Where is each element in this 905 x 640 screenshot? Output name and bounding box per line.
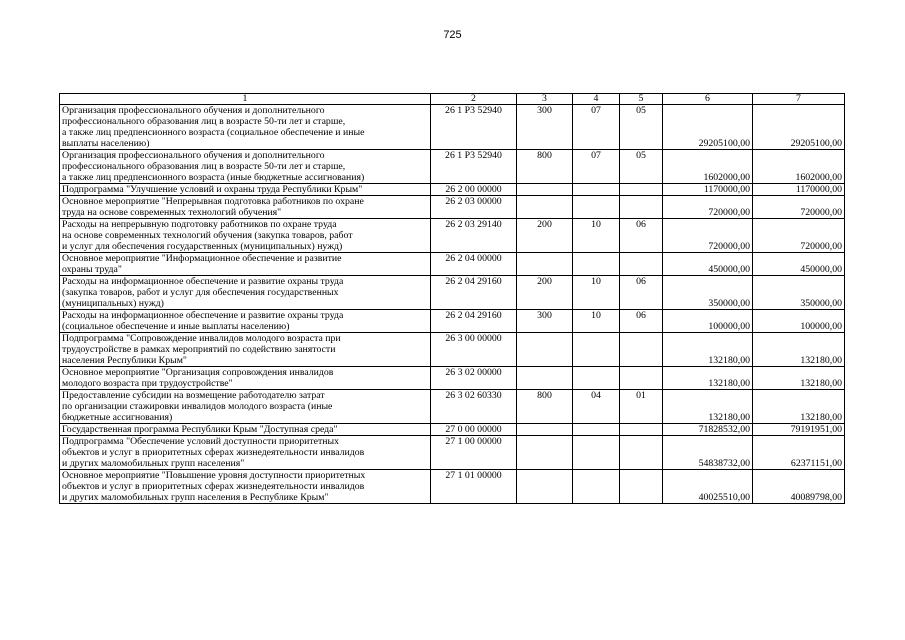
row-amount-year1: 450000,00 xyxy=(663,253,753,276)
row-target-code: 27 1 00 00000 xyxy=(431,436,517,470)
header-cell: 3 xyxy=(517,94,573,105)
header-cell: 7 xyxy=(753,94,845,105)
table-row xyxy=(60,276,845,310)
row-name: Расходы на информационное обеспечение и развитие охраны труда (социальное обеспечение и иные выплаты населению) xyxy=(60,310,431,333)
row-amount-year2: 132180,00 xyxy=(753,333,845,367)
row-amount-year1: 40025510,00 xyxy=(663,470,753,504)
row-expense-type: 200 xyxy=(517,219,573,253)
row-amount-year2: 1602000,00 xyxy=(753,150,845,184)
table-row xyxy=(60,310,845,333)
row-amount-year2: 40089798,00 xyxy=(753,470,845,504)
table-body xyxy=(60,94,845,504)
row-amount-year1: 29205100,00 xyxy=(663,105,753,150)
row-subsection: 05 xyxy=(620,150,663,184)
row-amount-year2: 1170000,00 xyxy=(753,184,845,196)
row-target-code: 26 2 03 29140 xyxy=(431,219,517,253)
row-expense-type xyxy=(517,333,573,367)
header-cell: 2 xyxy=(431,94,517,105)
row-amount-year1: 1602000,00 xyxy=(663,150,753,184)
row-name: Организация профессионального обучения и дополнительного профессионального образования лиц в возрасте 50-ти лет и старше, а также лиц предпенсионного возраста (иные бюджетные ассигнования) xyxy=(60,150,431,184)
row-amount-year2: 720000,00 xyxy=(753,219,845,253)
row-name: Подпрограмма "Улучшение условий и охраны труда Республики Крым" xyxy=(60,184,431,196)
row-amount-year1: 132180,00 xyxy=(663,367,753,390)
row-name: Государственная программа Республики Крым "Доступная среда" xyxy=(60,424,431,436)
row-section: 10 xyxy=(573,276,620,310)
row-amount-year1: 54838732,00 xyxy=(663,436,753,470)
row-subsection xyxy=(620,436,663,470)
row-subsection: 06 xyxy=(620,276,663,310)
table-row xyxy=(60,470,845,504)
header-cell: 1 xyxy=(60,94,431,105)
row-target-code: 26 2 04 00000 xyxy=(431,253,517,276)
table-row xyxy=(60,390,845,424)
row-subsection xyxy=(620,367,663,390)
row-amount-year1: 100000,00 xyxy=(663,310,753,333)
table-row xyxy=(60,150,845,184)
row-target-code: 26 3 02 60330 xyxy=(431,390,517,424)
row-target-code: 26 3 00 00000 xyxy=(431,333,517,367)
header-row xyxy=(60,94,845,105)
table-row xyxy=(60,184,845,196)
row-name: Организация профессионального обучения и дополнительного профессионального образования лиц в возрасте 50-ти лет и старше, а также лиц предпенсионного возраста (социальное обеспечение и иные выплаты населению) xyxy=(60,105,431,150)
table-row xyxy=(60,219,845,253)
row-amount-year1: 71828532,00 xyxy=(663,424,753,436)
row-section xyxy=(573,333,620,367)
row-target-code: 26 2 03 00000 xyxy=(431,196,517,219)
row-expense-type: 300 xyxy=(517,105,573,150)
row-target-code: 26 2 04 29160 xyxy=(431,310,517,333)
header-cell: 6 xyxy=(663,94,753,105)
row-section xyxy=(573,196,620,219)
row-target-code: 26 2 00 00000 xyxy=(431,184,517,196)
row-name: Расходы на непрерывную подготовку работников по охране труда на основе современных технологий обучения (закупка товаров, работ и услуг для обеспечения государственных (муниципальных) нужд) xyxy=(60,219,431,253)
row-section xyxy=(573,436,620,470)
row-subsection xyxy=(620,424,663,436)
header-cell: 5 xyxy=(620,94,663,105)
row-amount-year2: 79191951,00 xyxy=(753,424,845,436)
row-target-code: 27 0 00 00000 xyxy=(431,424,517,436)
row-name: Подпрограмма "Сопровождение инвалидов молодого возраста при трудоустройстве в рамках мероприятий по содействию занятости населения Республики Крым" xyxy=(60,333,431,367)
table-row xyxy=(60,424,845,436)
row-subsection: 01 xyxy=(620,390,663,424)
row-expense-type: 800 xyxy=(517,390,573,424)
table-row xyxy=(60,367,845,390)
row-subsection: 06 xyxy=(620,310,663,333)
row-amount-year1: 720000,00 xyxy=(663,219,753,253)
row-amount-year1: 720000,00 xyxy=(663,196,753,219)
row-amount-year2: 100000,00 xyxy=(753,310,845,333)
row-section xyxy=(573,367,620,390)
row-target-code: 26 2 04 29160 xyxy=(431,276,517,310)
row-amount-year2: 29205100,00 xyxy=(753,105,845,150)
table-row xyxy=(60,333,845,367)
row-expense-type xyxy=(517,253,573,276)
table-row xyxy=(60,253,845,276)
table-row xyxy=(60,105,845,150)
row-section: 10 xyxy=(573,310,620,333)
row-target-code: 26 1 P3 52940 xyxy=(431,150,517,184)
row-name: Основное мероприятие "Организация сопровождения инвалидов молодого возраста при трудоустройстве" xyxy=(60,367,431,390)
row-name: Подпрограмма "Обеспечение условий доступности приоритетных объектов и услуг в приоритетных сферах жизнедеятельности инвалидов и других маломобильных групп населения" xyxy=(60,436,431,470)
row-expense-type: 300 xyxy=(517,310,573,333)
row-amount-year2: 450000,00 xyxy=(753,253,845,276)
row-section xyxy=(573,184,620,196)
row-amount-year1: 132180,00 xyxy=(663,333,753,367)
row-amount-year2: 720000,00 xyxy=(753,196,845,219)
row-expense-type xyxy=(517,367,573,390)
budget-table xyxy=(59,93,845,504)
row-subsection xyxy=(620,196,663,219)
row-expense-type xyxy=(517,470,573,504)
row-subsection xyxy=(620,470,663,504)
row-subsection: 05 xyxy=(620,105,663,150)
row-expense-type: 800 xyxy=(517,150,573,184)
row-amount-year2: 62371151,00 xyxy=(753,436,845,470)
row-subsection xyxy=(620,253,663,276)
table-row xyxy=(60,196,845,219)
row-name: Предоставление субсидии на возмещение работодателю затрат по организации стажировки инвалидов молодого возраста (иные бюджетные ассигнования) xyxy=(60,390,431,424)
row-expense-type xyxy=(517,196,573,219)
row-expense-type xyxy=(517,184,573,196)
header-cell: 4 xyxy=(573,94,620,105)
row-target-code: 26 3 02 00000 xyxy=(431,367,517,390)
row-section: 10 xyxy=(573,219,620,253)
row-name: Основное мероприятие "Повышение уровня доступности приоритетных объектов и услуг в приоритетных сферах жизнедеятельности инвалидов и других маломобильных групп населения в Республике Крым" xyxy=(60,470,431,504)
row-section: 07 xyxy=(573,150,620,184)
row-amount-year2: 132180,00 xyxy=(753,390,845,424)
row-subsection xyxy=(620,184,663,196)
row-subsection xyxy=(620,333,663,367)
row-section xyxy=(573,424,620,436)
row-amount-year1: 132180,00 xyxy=(663,390,753,424)
row-section: 04 xyxy=(573,390,620,424)
row-name: Расходы на информационное обеспечение и развитие охраны труда (закупка товаров, работ и услуг для обеспечения государственных (муниципальных) нужд) xyxy=(60,276,431,310)
row-section: 07 xyxy=(573,105,620,150)
row-target-code: 26 1 P3 52940 xyxy=(431,105,517,150)
table-row xyxy=(60,436,845,470)
row-name: Основное мероприятие "Информационное обеспечение и развитие охраны труда" xyxy=(60,253,431,276)
row-amount-year1: 350000,00 xyxy=(663,276,753,310)
row-section xyxy=(573,470,620,504)
row-expense-type: 200 xyxy=(517,276,573,310)
row-expense-type xyxy=(517,436,573,470)
row-amount-year2: 350000,00 xyxy=(753,276,845,310)
row-section xyxy=(573,253,620,276)
row-subsection: 06 xyxy=(620,219,663,253)
row-amount-year1: 1170000,00 xyxy=(663,184,753,196)
row-amount-year2: 132180,00 xyxy=(753,367,845,390)
row-target-code: 27 1 01 00000 xyxy=(431,470,517,504)
page-number: 725 xyxy=(443,29,462,41)
row-name: Основное мероприятие "Непрерывная подготовка работников по охране труда на основе современных технологий обучения" xyxy=(60,196,431,219)
row-expense-type xyxy=(517,424,573,436)
